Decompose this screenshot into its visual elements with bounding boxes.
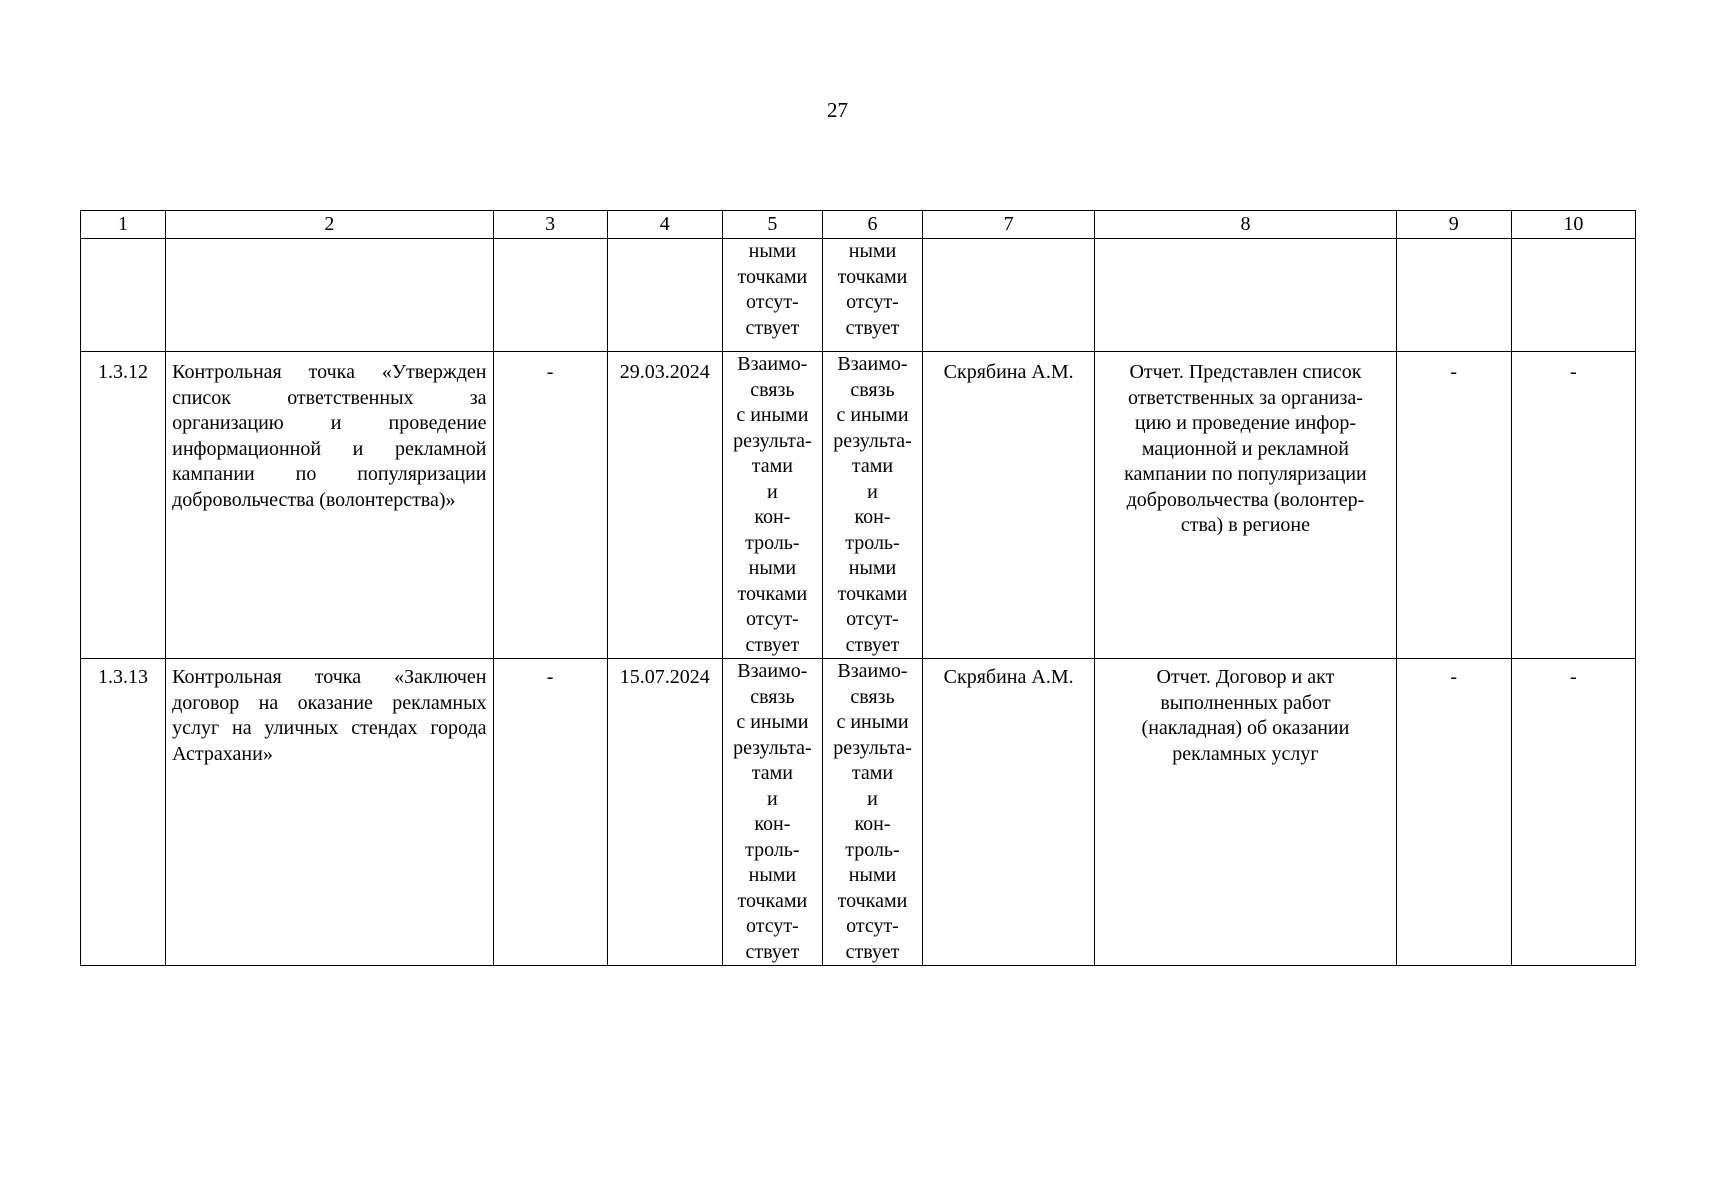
row-description: Контрольная точка «Утвержден список ответственных за организацию и проведение информационной и рекламной кампании по популяризации добровольчества (волонтерства)»	[172, 361, 487, 511]
cell-result	[1095, 352, 1396, 659]
cell-line: отсут-	[745, 915, 799, 937]
cell-date	[607, 352, 722, 659]
cell-line: троль-	[845, 838, 900, 861]
cell-line: тами	[751, 455, 793, 477]
column-header: 4	[607, 211, 722, 239]
cell-line: связь	[750, 378, 795, 401]
cell-line: тами	[751, 762, 793, 784]
cell-line: кон-	[754, 813, 791, 835]
cell-line: троль-	[745, 531, 800, 554]
table-row	[81, 659, 1636, 966]
cell-result	[1095, 239, 1396, 352]
cell-line: с иными	[836, 711, 909, 733]
cell-result	[1095, 659, 1396, 966]
column-header: 5	[722, 211, 822, 239]
row-col3-value: -	[546, 361, 554, 383]
cell-line: ствует	[745, 633, 800, 656]
cell-line: ными	[848, 864, 897, 886]
cell-number	[81, 239, 166, 352]
cell-line: ными	[748, 557, 797, 579]
cell-line: кон-	[754, 506, 791, 528]
cell-line: и	[867, 787, 878, 810]
row-col10-value: -	[1570, 666, 1577, 688]
cell-col9	[1396, 659, 1511, 966]
cell-line: и	[767, 480, 778, 503]
cell-col9	[1396, 239, 1511, 352]
row-description: Контрольная точка «Заключен договор на оказание рекламных услуг на уличных стендах города Астрахани»	[172, 666, 487, 765]
cell-col3	[493, 352, 607, 659]
cell-line: с иными	[836, 404, 909, 426]
cell-date	[607, 239, 722, 352]
cell-links-results	[722, 239, 822, 352]
table-row	[81, 352, 1636, 659]
cell-responsible	[923, 659, 1095, 966]
row-col3-value: -	[546, 666, 554, 688]
cell-links-points	[822, 352, 922, 659]
cell-line: кон-	[854, 813, 891, 835]
cell-line: точками	[737, 889, 808, 912]
cell-line: ствует	[745, 316, 800, 339]
cell-line: связь	[850, 685, 895, 708]
row-col9-value: -	[1450, 666, 1458, 688]
cell-line: добровольчества (волонтер-	[1126, 488, 1365, 511]
cell-line: выполненных работ	[1160, 691, 1331, 714]
cell-line: рекламных услуг	[1172, 742, 1319, 765]
cell-line: Взаимо-	[837, 353, 908, 375]
cell-line: и	[767, 787, 778, 810]
cell-line: с иными	[736, 711, 809, 733]
cell-line: точками	[837, 582, 908, 605]
cell-line: ствует	[845, 940, 900, 963]
cell-line: с иными	[736, 404, 809, 426]
cell-line: цию и проведение инфор-	[1134, 412, 1356, 434]
cell-line: ствует	[845, 316, 900, 339]
cell-line: связь	[850, 378, 895, 401]
cell-line: троль-	[745, 838, 800, 861]
cell-col3	[493, 239, 607, 352]
column-header: 6	[822, 211, 922, 239]
cell-links-points	[822, 239, 922, 352]
cell-line: Отчет. Представлен список	[1129, 361, 1362, 383]
cell-line: точками	[837, 889, 908, 912]
cell-line: ствует	[845, 633, 900, 656]
cell-line: результа-	[733, 429, 812, 452]
table-row-continuation	[81, 239, 1636, 352]
cell-line: тами	[851, 455, 894, 477]
row-responsible: Скрябина А.М.	[943, 361, 1074, 383]
cell-line: тами	[851, 762, 894, 784]
cell-date	[607, 659, 722, 966]
column-header: 7	[923, 211, 1095, 239]
row-responsible: Скрябина А.М.	[943, 666, 1074, 688]
column-header: 10	[1511, 211, 1635, 239]
result-text	[1101, 354, 1389, 539]
row-col10-value: -	[1570, 361, 1577, 383]
cell-line: Взаимо-	[737, 660, 808, 682]
result-text	[1101, 659, 1389, 767]
column-number-header-row	[81, 211, 1636, 239]
cell-line: (накладная) об оказании	[1141, 717, 1350, 739]
cell-description	[166, 352, 493, 659]
cell-line: Отчет. Договор и акт	[1156, 666, 1335, 688]
column-header: 1	[81, 211, 166, 239]
cell-line: ствует	[745, 940, 800, 963]
cell-line: ными	[748, 864, 797, 886]
row-date: 29.03.2024	[619, 361, 710, 383]
cell-line: и	[867, 480, 878, 503]
control-points-table	[80, 210, 1636, 966]
cell-col10	[1511, 239, 1635, 352]
cell-line: ными	[748, 240, 797, 262]
cell-description	[166, 659, 493, 966]
cell-line: Взаимо-	[737, 353, 808, 375]
cell-links-points	[822, 659, 922, 966]
cell-line: мационной и рекламной	[1141, 437, 1350, 460]
cell-line: ными	[848, 240, 897, 262]
row-number: 1.3.13	[98, 666, 149, 688]
column-header: 9	[1396, 211, 1511, 239]
cell-number	[81, 352, 166, 659]
cell-line: кампании по популяризации	[1124, 463, 1367, 485]
cell-line: ства) в регионе	[1180, 514, 1311, 536]
column-header: 2	[166, 211, 493, 239]
cell-description	[166, 239, 493, 352]
cell-line: точками	[837, 265, 908, 288]
cell-responsible	[923, 352, 1095, 659]
cell-line: ными	[848, 557, 897, 579]
cell-line: Взаимо-	[837, 660, 908, 682]
cell-line: отсут-	[846, 608, 899, 630]
cell-line: отсут-	[745, 608, 799, 630]
column-header: 8	[1095, 211, 1396, 239]
cell-line: связь	[750, 685, 795, 708]
cell-line: точками	[737, 582, 808, 605]
cell-col10	[1511, 352, 1635, 659]
cell-line: троль-	[845, 531, 900, 554]
cell-responsible	[923, 239, 1095, 352]
page-number: 27	[827, 98, 848, 122]
cell-line: отсут-	[846, 915, 899, 937]
cell-line: результа-	[833, 429, 912, 452]
column-header: 3	[493, 211, 607, 239]
cell-line: результа-	[733, 736, 812, 759]
row-number: 1.3.12	[98, 361, 149, 383]
cell-line: отсут-	[846, 291, 899, 313]
cell-line: точками	[737, 265, 808, 288]
cell-col9	[1396, 352, 1511, 659]
cell-links-results	[722, 352, 822, 659]
row-col9-value: -	[1450, 361, 1458, 383]
cell-line: отсут-	[745, 291, 799, 313]
cell-number	[81, 659, 166, 966]
row-date: 15.07.2024	[619, 666, 710, 688]
cell-line: кон-	[854, 506, 891, 528]
cell-links-results	[722, 659, 822, 966]
cell-line: ответственных за организа-	[1127, 386, 1363, 409]
cell-col10	[1511, 659, 1635, 966]
cell-col3	[493, 659, 607, 966]
cell-line: результа-	[833, 736, 912, 759]
